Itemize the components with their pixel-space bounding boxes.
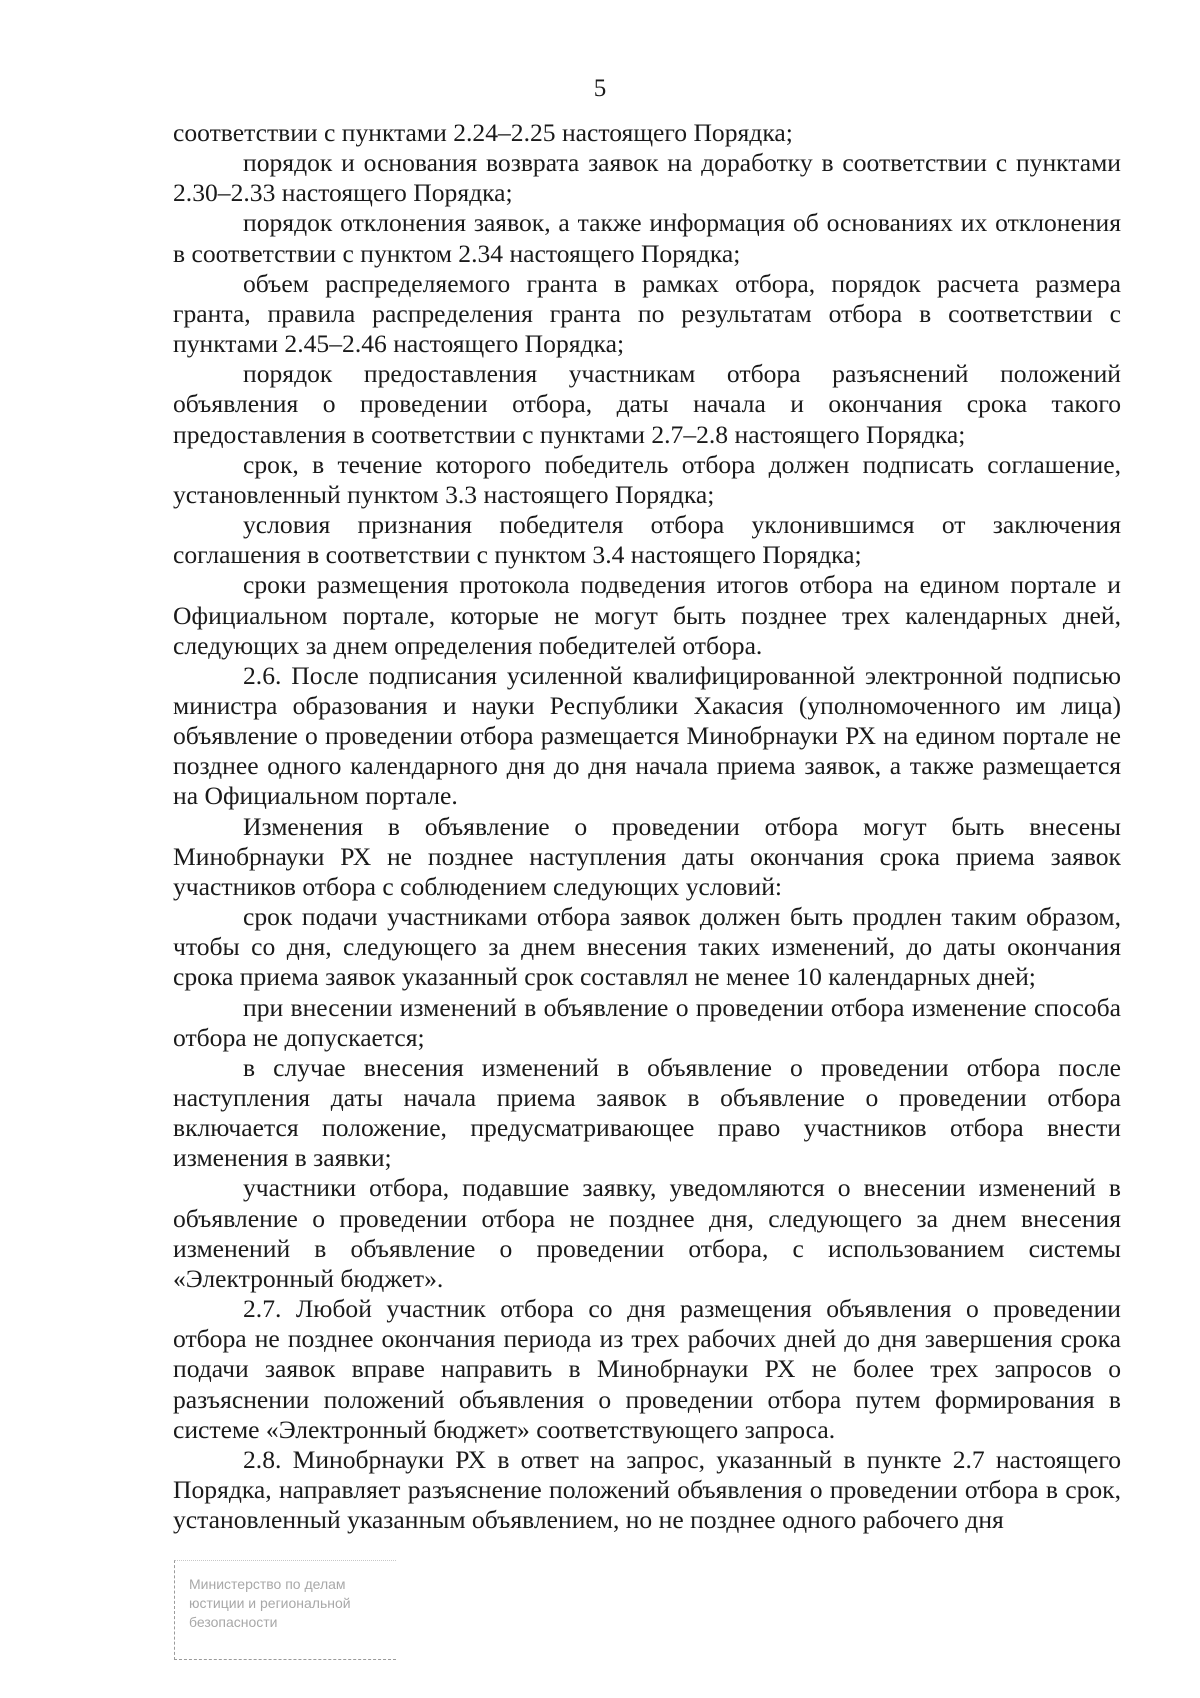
paragraph-2-7: 2.7. Любой участник отбора со дня размещения объявления о проведении отбора не позднее окончания периода из трех рабочих дней до дня завершения срока подачи заявок вправе направить в Минобрнауки РХ не более трех запросов о разъяснении положений объявления о проведении отбора путем формирования в системе «Электронный бюджет» соответствующего запроса. — [173, 1294, 1121, 1444]
paragraph: условия признания победителя отбора уклонившимся от заключения соглашения в соответствии с пунктом 3.4 настоящего Порядка; — [173, 510, 1121, 570]
registration-stamp — [174, 1560, 396, 1660]
paragraph: при внесении изменений в объявление о проведении отбора изменение способа отбора не допускается; — [173, 992, 1121, 1052]
paragraph: срок подачи участниками отбора заявок должен быть продлен таким образом, чтобы со дня, следующего за днем внесения таких изменений, до даты окончания срока приема заявок указанный срок составлял не менее 10 календарных дней; — [173, 902, 1121, 992]
paragraph-2-6: 2.6. После подписания усиленной квалифицированной электронной подписью министра образования и науки Республики Хакасия (уполномоченного им лица) объявление о проведении отбора размещается Минобрнауки РХ на едином портале не позднее одного календарного дня до дня начала приема заявок, а также размещается на Официальном портале. — [173, 660, 1121, 811]
paragraph: участники отбора, подавшие заявку, уведомляются о внесении изменений в объявление о проведении отбора не позднее дня, следующего за днем внесения изменений в объявление о проведении отбора, с использованием системы «Электронный бюджет». — [173, 1173, 1121, 1293]
paragraph: Изменения в объявление о проведении отбора могут быть внесены Минобрнауки РХ не позднее наступления даты окончания срока приема заявок участников отбора с соблюдением следующих условий: — [173, 811, 1121, 901]
paragraph: порядок и основания возврата заявок на доработку в соответствии с пунктами 2.30–2.33 настоящего Порядка; — [173, 148, 1121, 208]
paragraph: объем распределяемого гранта в рамках отбора, порядок расчета размера гранта, правила распределения гранта по результатам отбора в соответствии с пунктами 2.45–2.46 настоящего Порядка; — [173, 268, 1121, 359]
paragraph: срок, в течение которого победитель отбора должен подписать соглашение, установленный пунктом 3.3 настоящего Порядка; — [173, 449, 1121, 509]
paragraph: сроки размещения протокола подведения итогов отбора на едином портале и Официальном портале, которые не могут быть позднее трех календарных дней, следующих за днем определения победителей отбора. — [173, 570, 1121, 660]
document-body — [173, 118, 1121, 1535]
paragraph: порядок предоставления участникам отбора разъяснений положений объявления о проведении отбора, даты начала и окончания срока такого предоставления в соответствии с пунктами 2.7–2.8 настоящего Порядка; — [173, 359, 1121, 449]
paragraph: в случае внесения изменений в объявление о проведении отбора после наступления даты начала приема заявок в объявление о проведении отбора включается положение, предусматривающее право участников отбора внести изменения в заявки; — [173, 1052, 1121, 1173]
paragraph: соответствии с пунктами 2.24–2.25 настоящего Порядка; — [173, 118, 793, 147]
paragraph: порядок отклонения заявок, а также информация об основаниях их отклонения в соответствии с пунктом 2.34 настоящего Порядка; — [173, 208, 1121, 268]
page-number: 5 — [593, 75, 607, 102]
stamp-line: Министерство по делам — [189, 1576, 346, 1592]
stamp-line: юстиции и региональной — [189, 1595, 351, 1611]
stamp-line: безопасности — [189, 1614, 278, 1630]
paragraph-2-8: 2.8. Минобрнауки РХ в ответ на запрос, указанный в пункте 2.7 настоящего Порядка, направляет разъяснение положений объявления о проведении отбора в срок, установленный указанным объявлением, но не позднее одного рабочего дня — [173, 1444, 1121, 1535]
